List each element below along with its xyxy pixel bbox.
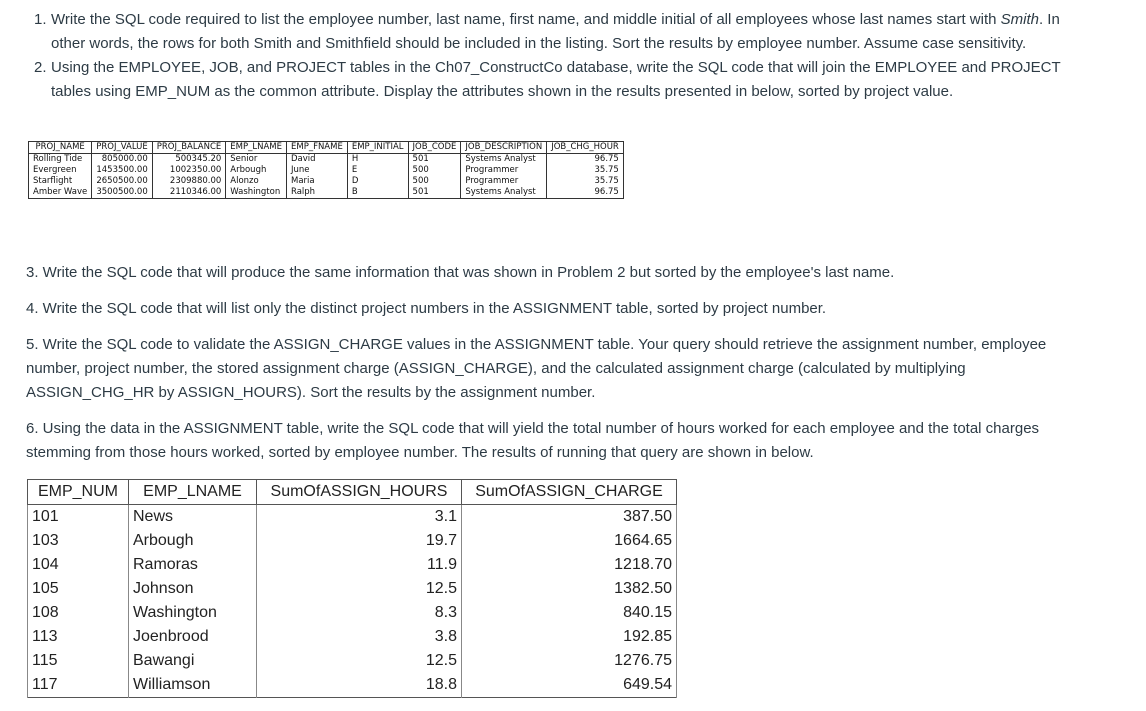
table-cell: Maria	[286, 176, 347, 187]
table-cell: 103	[28, 529, 129, 553]
table-cell: David	[286, 154, 347, 166]
table-cell: E	[347, 165, 408, 176]
table-cell: 501	[408, 154, 461, 166]
table-row	[28, 505, 677, 530]
table-cell: News	[129, 505, 257, 530]
table-cell: 18.8	[257, 673, 462, 698]
table-row	[28, 529, 677, 553]
table-cell: 3.1	[257, 505, 462, 530]
column-header: PROJ_BALANCE	[152, 142, 226, 154]
table-row	[28, 601, 677, 625]
table-cell: Ramoras	[129, 553, 257, 577]
table-cell: 805000.00	[92, 154, 152, 166]
column-header: EMP_LNAME	[129, 480, 257, 505]
table-cell: 101	[28, 505, 129, 530]
table-cell: Bawangi	[129, 649, 257, 673]
table-header-row	[28, 480, 677, 505]
table-cell: 2650500.00	[92, 176, 152, 187]
table-cell: June	[286, 165, 347, 176]
table-row	[28, 649, 677, 673]
table-cell: 1002350.00	[152, 165, 226, 176]
question-6: 6. Using the data in the ASSIGNMENT table, write the SQL code that will yield the total number of hours worked for each employee and the total charges stemming from those hours worked, sorted by employee number. The results of running that query are shown in below.	[26, 420, 1040, 461]
table-cell: D	[347, 176, 408, 187]
table-cell: 11.9	[257, 553, 462, 577]
table-cell: 96.75	[547, 154, 624, 166]
column-header: SumOfASSIGN_HOURS	[257, 480, 462, 505]
table-cell: 12.5	[257, 577, 462, 601]
question-4: 4. Write the SQL code that will list only the distinct project numbers in the ASSIGNMENT table, sorted by project number.	[26, 300, 827, 317]
table-cell: 35.75	[547, 176, 624, 187]
column-header: PROJ_NAME	[29, 142, 92, 154]
table-cell: 840.15	[462, 601, 677, 625]
table-row	[28, 673, 677, 698]
table-cell: 500	[408, 165, 461, 176]
question-text: Using the EMPLOYEE, JOB, and PROJECT tables in the Ch07_ConstructCo database, write the SQL code that will join the EMPLOYEE and PROJECT tables using EMP_NUM as the common attribute. Display the attributes shown in the results presented in below, sorted by project value.	[51, 59, 1061, 100]
table-cell: 104	[28, 553, 129, 577]
table-cell: 117	[28, 673, 129, 698]
column-header: JOB_DESCRIPTION	[461, 142, 547, 154]
table-cell: 105	[28, 577, 129, 601]
table-cell: 1276.75	[462, 649, 677, 673]
table-cell: Starflight	[29, 176, 92, 187]
question-number: 1.	[34, 11, 47, 28]
table-cell: 108	[28, 601, 129, 625]
table-cell: Arbough	[226, 165, 287, 176]
table-cell: 113	[28, 625, 129, 649]
question-3: 3. Write the SQL code that will produce the same information that was shown in Problem 2 but sorted by the employee's last name.	[26, 264, 895, 281]
table-cell: Systems Analyst	[461, 187, 547, 199]
table-cell: Arbough	[129, 529, 257, 553]
table-cell: Alonzo	[226, 176, 287, 187]
table-cell: Rolling Tide	[29, 154, 92, 166]
project-results-table	[28, 141, 624, 199]
column-header: SumOfASSIGN_CHARGE	[462, 480, 677, 505]
table-cell: 3500500.00	[92, 187, 152, 199]
column-header: EMP_FNAME	[286, 142, 347, 154]
table-cell: Evergreen	[29, 165, 92, 176]
table-cell: 1218.70	[462, 553, 677, 577]
table-cell: Johnson	[129, 577, 257, 601]
table-cell: Senior	[226, 154, 287, 166]
table-cell: 192.85	[462, 625, 677, 649]
column-header: PROJ_VALUE	[92, 142, 152, 154]
question-1	[0, 8, 1146, 56]
table-cell: 2110346.00	[152, 187, 226, 199]
column-header: EMP_NUM	[28, 480, 129, 505]
hours-results-table	[27, 479, 677, 698]
table-cell: Ralph	[286, 187, 347, 199]
table-row	[29, 187, 624, 199]
table-cell: 649.54	[462, 673, 677, 698]
column-header: JOB_CHG_HOUR	[547, 142, 624, 154]
table-header-row	[29, 142, 624, 154]
table-cell: Amber Wave	[29, 187, 92, 199]
table-cell: 387.50	[462, 505, 677, 530]
table-cell: 501	[408, 187, 461, 199]
table-row	[29, 176, 624, 187]
table-cell: 12.5	[257, 649, 462, 673]
table-cell: Williamson	[129, 673, 257, 698]
table-cell: 1453500.00	[92, 165, 152, 176]
table-cell: 96.75	[547, 187, 624, 199]
column-header: EMP_LNAME	[226, 142, 287, 154]
table-cell: Programmer	[461, 165, 547, 176]
table-row	[28, 577, 677, 601]
table-cell: 8.3	[257, 601, 462, 625]
table-cell: 500	[408, 176, 461, 187]
question-list-top	[0, 8, 1146, 104]
table-cell: B	[347, 187, 408, 199]
table-row	[29, 165, 624, 176]
table-cell: 2309880.00	[152, 176, 226, 187]
table-cell: Systems Analyst	[461, 154, 547, 166]
column-header: JOB_CODE	[408, 142, 461, 154]
table-cell: 3.8	[257, 625, 462, 649]
table-cell: H	[347, 154, 408, 166]
question-text: . In other words, the rows for both Smith and Smithfield should be included in the listing. Sort the results by employee number. Assume case sensitivity.	[51, 11, 1060, 52]
question-text: Write the SQL code required to list the employee number, last name, first name, and middle initial of all employees whose last names start with	[51, 11, 1001, 28]
table-cell: 1664.65	[462, 529, 677, 553]
table-row	[28, 553, 677, 577]
question-5: 5. Write the SQL code to validate the ASSIGN_CHARGE values in the ASSIGNMENT table. Your query should retrieve the assignment number, employee number, project number, the stored assignment charge (ASSIGN_CHARGE), and the calculated assignment charge (calculated by multiplying ASSIGN_CHG_HR by ASSIGN_HOURS). Sort the results by the assignment number.	[26, 336, 1047, 401]
table-row	[29, 154, 624, 166]
table-cell: 35.75	[547, 165, 624, 176]
table-cell: 115	[28, 649, 129, 673]
table-cell: Washington	[226, 187, 287, 199]
table-cell: Joenbrood	[129, 625, 257, 649]
question-emphasis: Smith	[1000, 11, 1039, 28]
table-row	[28, 625, 677, 649]
table-cell: 1382.50	[462, 577, 677, 601]
table-cell: 500345.20	[152, 154, 226, 166]
question-2	[0, 56, 1146, 104]
question-number: 2.	[34, 59, 47, 76]
table-cell: Washington	[129, 601, 257, 625]
table-cell: Programmer	[461, 176, 547, 187]
column-header: EMP_INITIAL	[347, 142, 408, 154]
table-cell: 19.7	[257, 529, 462, 553]
